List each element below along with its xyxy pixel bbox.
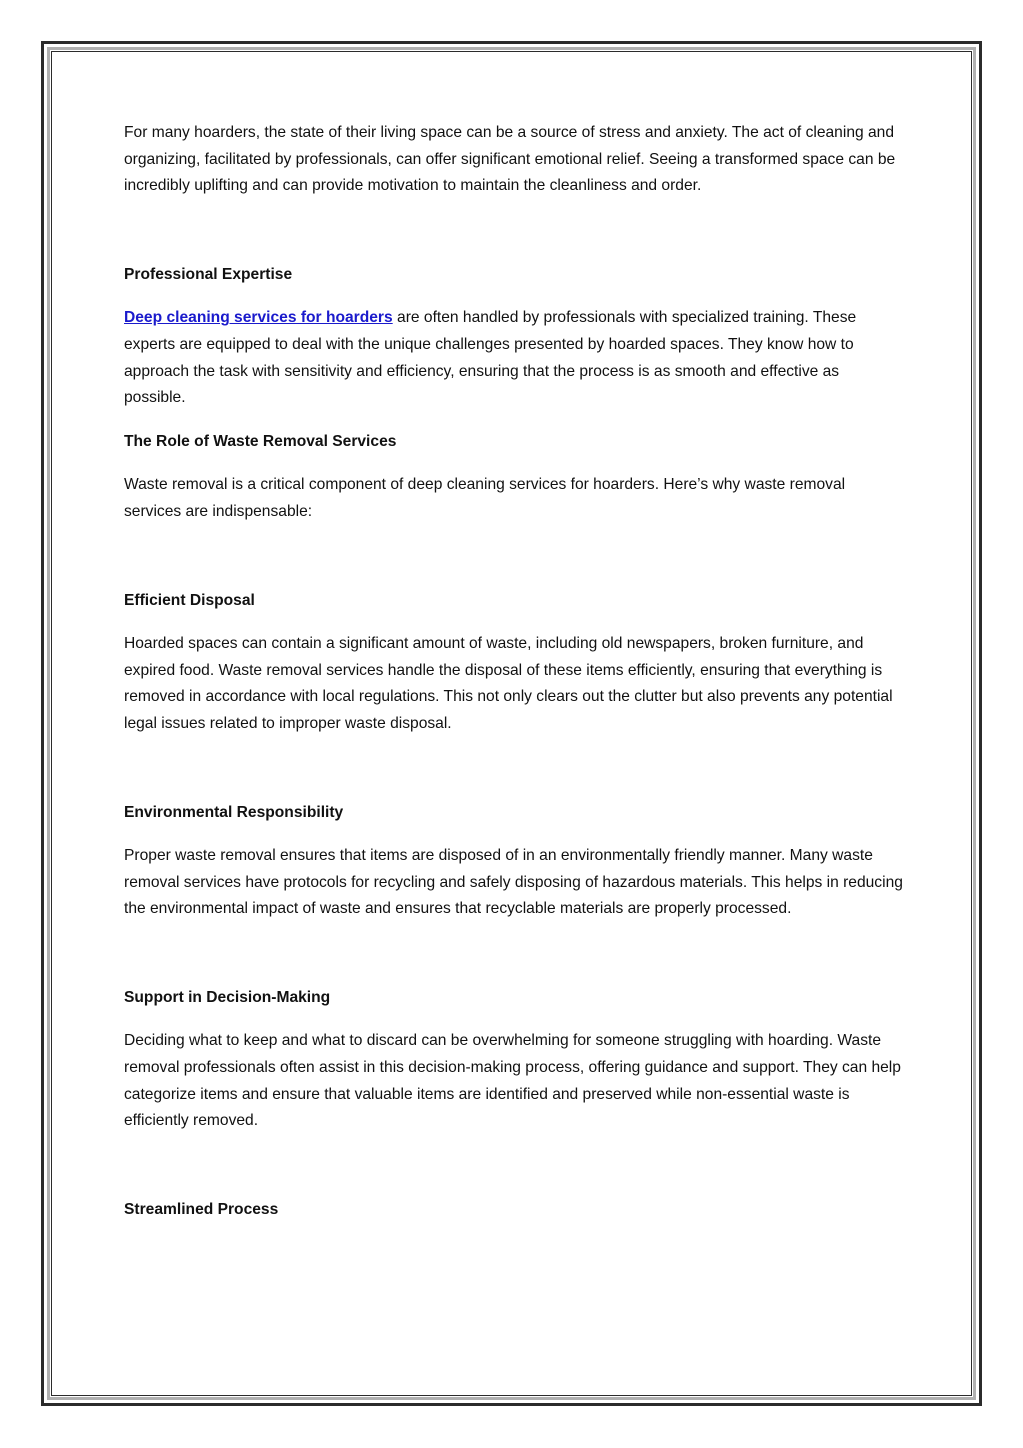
spacer <box>124 1135 904 1197</box>
deep-cleaning-link[interactable]: Deep cleaning services for hoarders <box>124 309 393 327</box>
heading-professional-expertise: Professional Expertise <box>124 265 293 283</box>
spacer <box>124 738 904 800</box>
paragraph-environmental-responsibility: Proper waste removal ensures that items are disposed of in an environmentally friendly manner. Many waste removal services have protocols for recycling and safely disposing of hazardous materials. This helps in reducing the environmental impact of waste and ensures that recyclable materials are properly processed. <box>124 847 903 918</box>
spacer <box>124 288 904 305</box>
spacer <box>124 1011 904 1028</box>
heading-efficient-disposal: Efficient Disposal <box>124 591 255 609</box>
paragraph-waste-removal-role: Waste removal is a critical component of deep cleaning services for hoarders. Here’s why waste removal services are indispensable: <box>124 476 846 520</box>
paragraph-professional-expertise <box>124 305 904 411</box>
spacer <box>124 923 904 985</box>
heading-streamlined-process: Streamlined Process <box>124 1200 279 1218</box>
heading-environmental-responsibility: Environmental Responsibility <box>124 803 344 821</box>
intro-paragraph: For many hoarders, the state of their living space can be a source of stress and anxiety. The act of cleaning and organizing, facilitated by professionals, can offer significant emotional relief. Seeing a transformed space can be incredibly uplifting and can provide motivation to maintain the cleanliness and order. <box>124 124 896 195</box>
paragraph-efficient-disposal: Hoarded spaces can contain a significant amount of waste, including old newspapers, broken furniture, and expired food. Waste removal services handle the disposal of these items efficiently, ensuring that everything is removed in accordance with local regulations. This not only clears out the clutter but also prevents any potential legal issues related to improper waste disposal. <box>124 635 893 732</box>
spacer <box>124 614 904 631</box>
heading-decision-making: Support in Decision-Making <box>124 988 331 1006</box>
paragraph-text: are often handled by professionals with specialized training. These experts are equipped to deal with the unique challenges presented by hoarded spaces. They know how to approach the task with sensitivity and efficiency, ensuring that the process is as smooth and effective as possible. <box>124 309 857 407</box>
spacer <box>124 826 904 843</box>
spacer <box>124 455 904 472</box>
heading-waste-removal-role: The Role of Waste Removal Services <box>124 432 397 450</box>
spacer <box>124 200 904 262</box>
paragraph-decision-making: Deciding what to keep and what to discard can be overwhelming for someone struggling with hoarding. Waste removal professionals often assist in this decision-making process, offering guidance and support. They can help categorize items and ensure that valuable items are identified and preserved while non-essential waste is efficiently removed. <box>124 1032 901 1130</box>
document-body <box>124 120 904 1223</box>
spacer <box>124 412 904 429</box>
spacer <box>124 526 904 588</box>
